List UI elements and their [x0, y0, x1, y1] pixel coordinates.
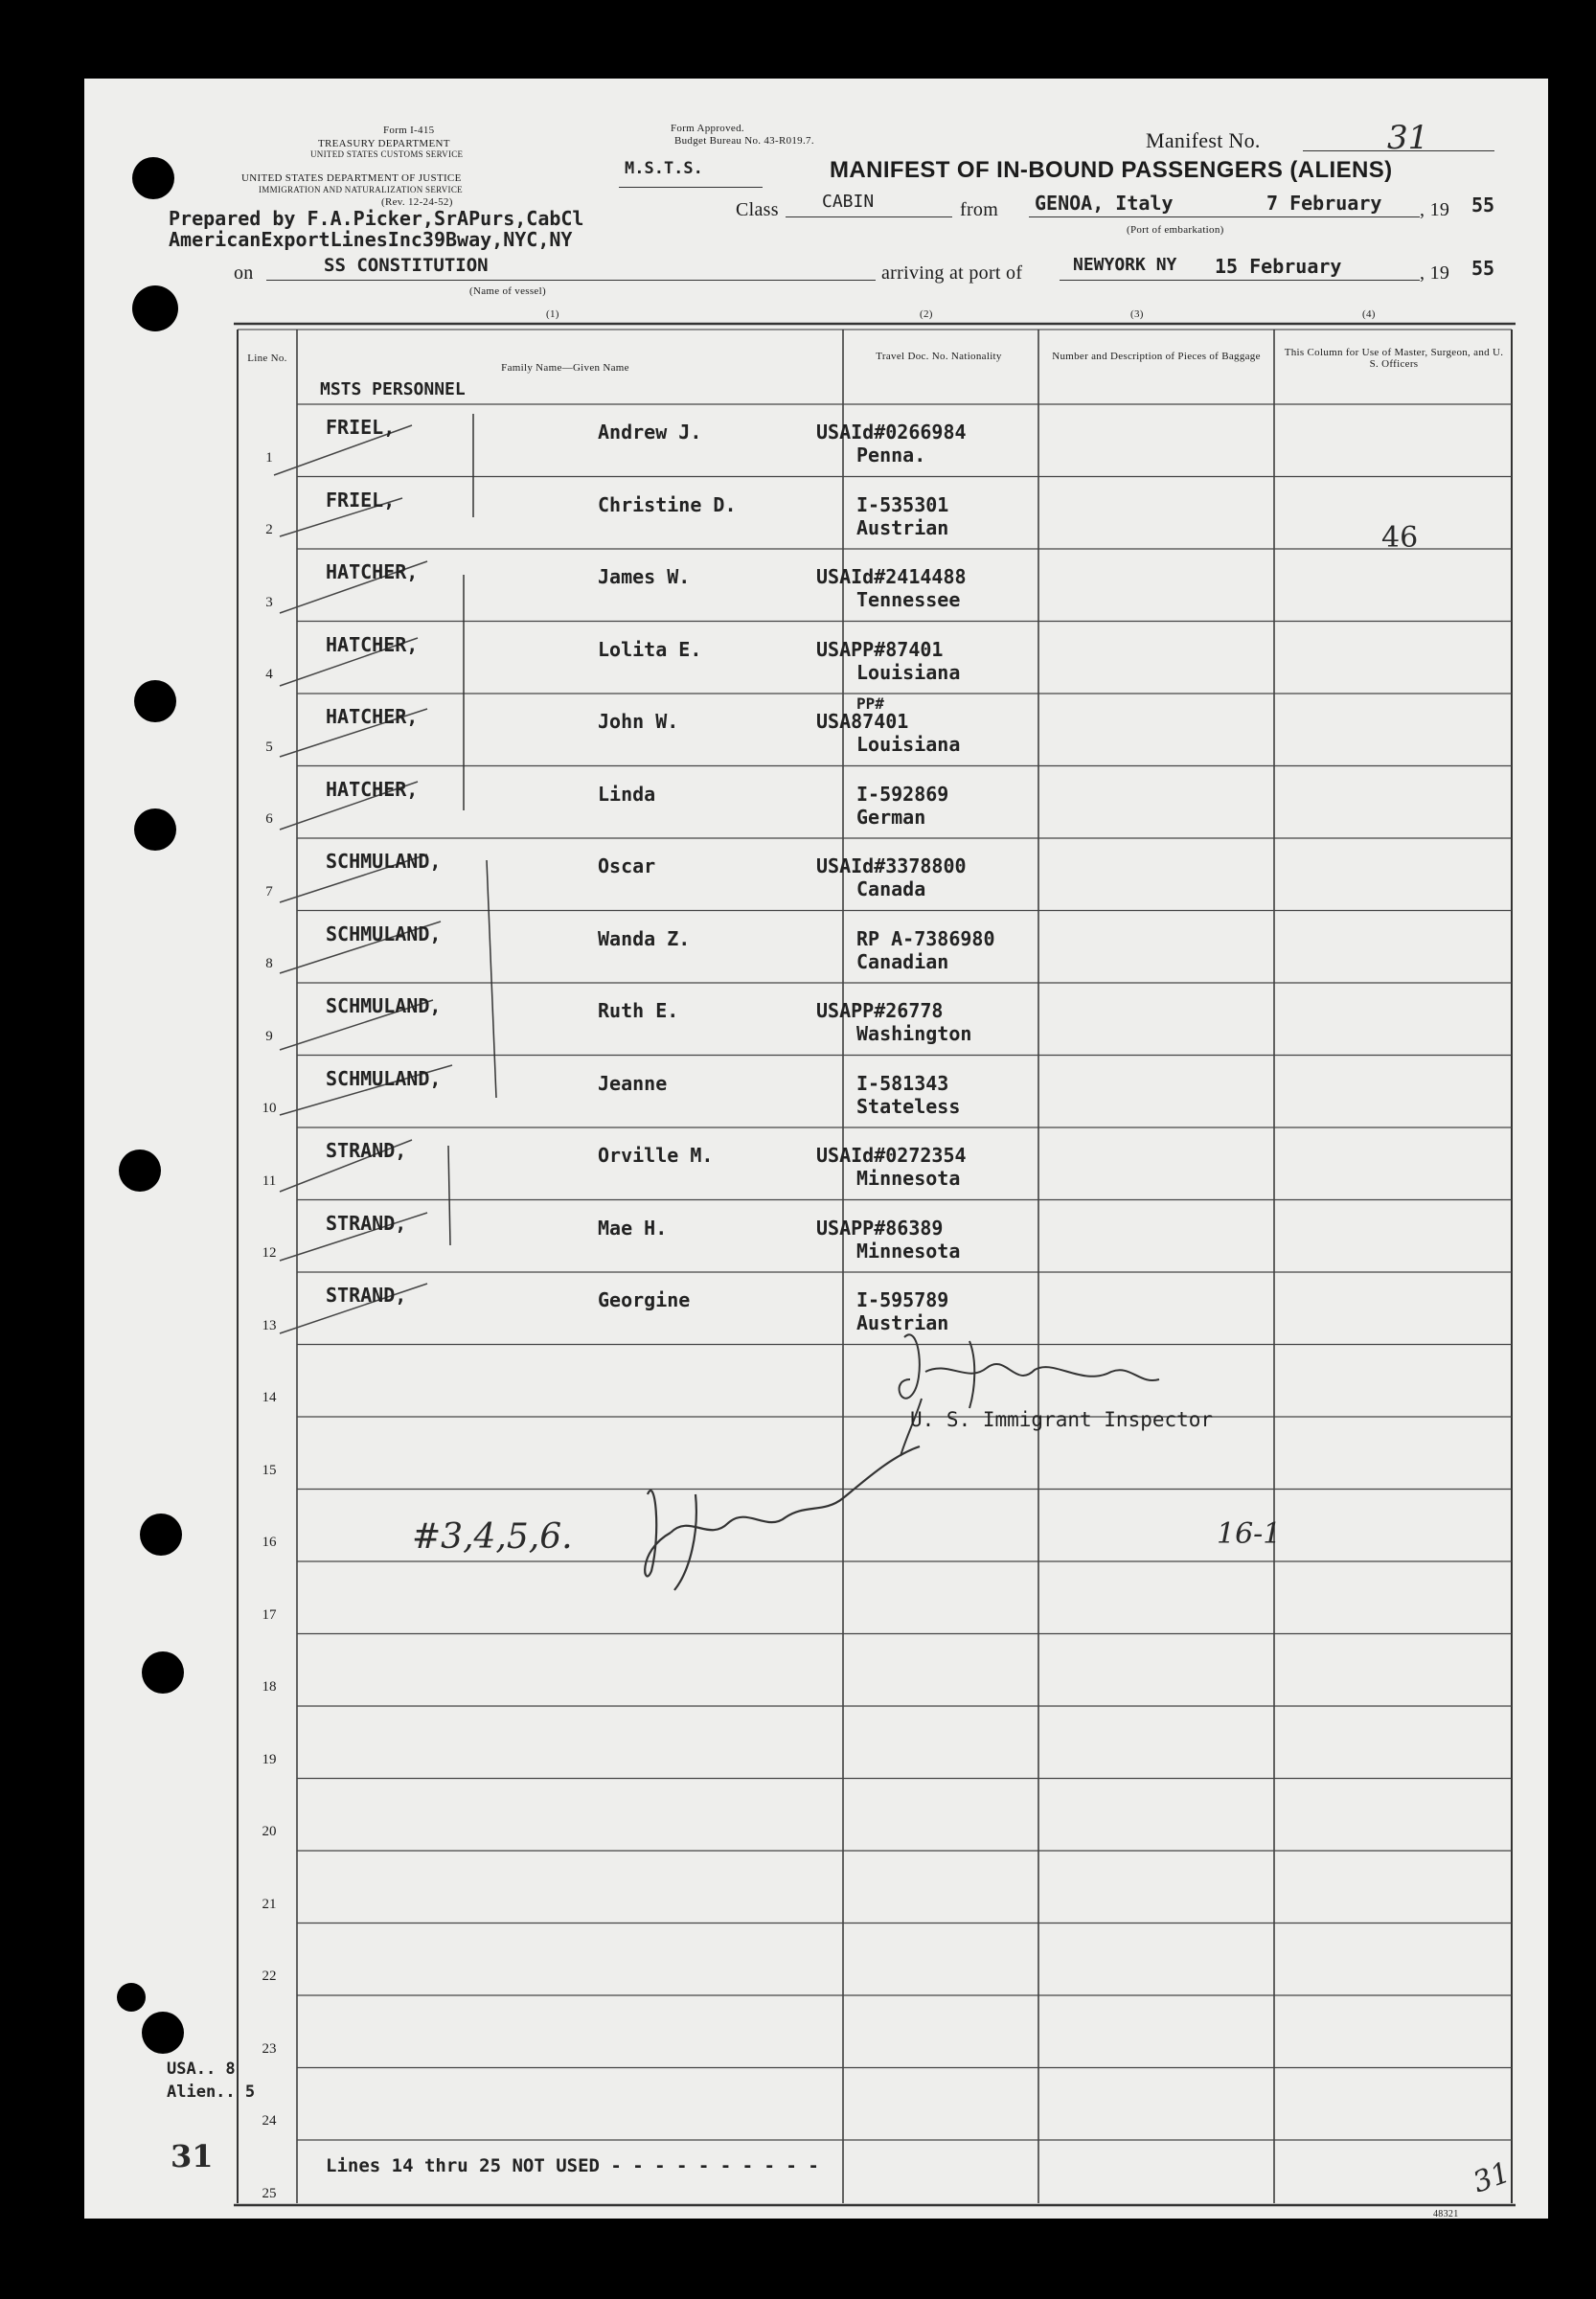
header-baggage: Number and Description of Pieces of Baggage	[1052, 351, 1261, 362]
line-number: 17	[262, 1606, 277, 1623]
travel-doc-no: I-581343	[856, 1071, 949, 1095]
family-name: STRAND,	[326, 1139, 407, 1162]
nationality: German	[856, 805, 926, 829]
line-number: 7	[265, 883, 273, 899]
inspector-title: U. S. Immigrant Inspector	[910, 1408, 1214, 1431]
line-number: 25	[262, 2185, 277, 2201]
embark-year: 55	[1471, 193, 1495, 216]
vessel-name: SS CONSTITUTION	[324, 255, 489, 276]
family-name: HATCHER,	[326, 632, 419, 656]
dept-customs: UNITED STATES CUSTOMS SERVICE	[310, 149, 464, 159]
travel-doc-no: I-535301	[856, 492, 949, 516]
header-travel-doc: Travel Doc. No. Nationality	[876, 351, 1002, 362]
line-number: 6	[265, 811, 273, 827]
given-name: Mae H.	[598, 1216, 668, 1240]
line-number: 15	[262, 1462, 277, 1478]
travel-doc-no: USAPP#86389	[816, 1216, 944, 1240]
line-number: 18	[262, 1679, 277, 1695]
travel-doc-no: USAPP#26778	[816, 999, 944, 1022]
budget-bureau: Budget Bureau No. 43-R019.7.	[674, 135, 814, 147]
nationality: Tennessee	[856, 588, 961, 611]
msts-label: M.S.T.S.	[625, 159, 703, 178]
given-name: Christine D.	[598, 492, 737, 516]
dept-treasury: TREASURY DEPARTMENT	[318, 138, 450, 149]
given-name: James W.	[598, 565, 691, 588]
arriving-label: arriving at port of	[881, 262, 1023, 284]
handwritten-count: 16-1	[1217, 1517, 1282, 1551]
dept-justice: UNITED STATES DEPARTMENT OF JUSTICE	[241, 172, 462, 184]
total-alien: Alien.. 5	[167, 2083, 256, 2102]
embark-date: 7 February	[1266, 192, 1382, 215]
prepared-by-address: AmericanExportLinesInc39Bway,NYC,NY	[169, 228, 573, 251]
line-number: 21	[262, 1896, 277, 1912]
form-approved: Form Approved.	[671, 123, 744, 134]
travel-doc-no: USAId#0272354	[816, 1144, 967, 1167]
line-number: 2	[265, 522, 273, 537]
given-name: Georgine	[598, 1288, 691, 1311]
given-name: Andrew J.	[598, 421, 702, 444]
passport-note: PP#	[856, 694, 884, 713]
line-number: 14	[262, 1390, 277, 1405]
family-name: STRAND,	[326, 1284, 407, 1307]
port-embarkation: GENOA, Italy	[1035, 192, 1174, 215]
print-code: 48321	[1433, 2209, 1459, 2219]
line-number: 12	[262, 1245, 277, 1261]
line-number: 19	[262, 1751, 277, 1767]
family-name: SCHMULAND,	[326, 850, 442, 873]
given-name: Ruth E.	[598, 999, 679, 1022]
revision-note: (Rev. 12-24-52)	[381, 196, 453, 208]
travel-doc-no: USA87401	[816, 710, 909, 733]
nationality: Austrian	[856, 1311, 949, 1334]
line-number: 11	[262, 1172, 277, 1189]
clerk-signature	[645, 1446, 920, 1590]
line-number: 24	[262, 2113, 277, 2128]
column-number-2: (2)	[920, 308, 933, 320]
family-name: SCHMULAND,	[326, 922, 442, 945]
column-number-1: (1)	[546, 308, 559, 320]
class-value: CABIN	[822, 192, 875, 212]
given-name: Lolita E.	[598, 637, 702, 661]
family-name: SCHMULAND,	[326, 1066, 442, 1090]
port-embark-caption: (Port of embarkation)	[1127, 224, 1224, 236]
manifest-no-label: Manifest No.	[1146, 128, 1261, 152]
travel-doc-no: USAId#2414488	[816, 565, 967, 588]
total-usa: USA.. 8	[167, 2060, 236, 2079]
family-name: SCHMULAND,	[326, 994, 442, 1017]
header-family-name: Family Name—Given Name	[501, 362, 629, 374]
given-name: John W.	[598, 710, 679, 733]
family-name: HATCHER,	[326, 777, 419, 801]
line-number: 23	[262, 2040, 277, 2057]
header-line-no: Line No.	[247, 353, 287, 364]
family-name: FRIEL,	[326, 488, 396, 512]
family-name: HATCHER,	[326, 560, 419, 583]
vessel-caption: (Name of vessel)	[469, 285, 546, 297]
officer-mark: 46	[1381, 521, 1419, 555]
prepared-by: Prepared by F.A.Picker,SrAPurs,CabCl	[169, 207, 584, 230]
line-number: 10	[262, 1101, 277, 1116]
nationality: Minnesota	[856, 1167, 961, 1190]
embark-year-prefix: , 19	[1420, 199, 1450, 220]
travel-doc-no: RP A-7386980	[856, 926, 995, 950]
manifest-no-value: 31	[1387, 119, 1429, 157]
travel-doc-no: I-595789	[856, 1288, 949, 1311]
travel-doc-no: USAId#3378800	[816, 854, 967, 877]
from-label: from	[960, 199, 999, 220]
page-number-left: 31	[171, 2138, 214, 2174]
line-number: 1	[265, 449, 273, 466]
group-label: MSTS PERSONNEL	[320, 379, 466, 399]
arrival-year: 55	[1471, 257, 1495, 280]
line-number: 20	[262, 1824, 277, 1839]
given-name: Wanda Z.	[598, 926, 691, 950]
on-label: on	[234, 262, 254, 284]
inspector-signature	[900, 1334, 1159, 1456]
column-number-4: (4)	[1362, 308, 1376, 320]
column-number-3: (3)	[1130, 308, 1144, 320]
given-name: Oscar	[598, 854, 656, 877]
header-officers-use: This Column for Use of Master, Surgeon, and U. S. Officers	[1284, 347, 1504, 370]
travel-doc-no: USAId#0266984	[816, 421, 967, 444]
nationality: Penna.	[856, 444, 926, 467]
line-number: 4	[265, 667, 273, 682]
arrival-year-prefix: , 19	[1420, 262, 1450, 284]
page-number-right: 31	[1469, 2155, 1516, 2200]
given-name: Orville M.	[598, 1144, 714, 1167]
class-label: Class	[736, 199, 779, 220]
nationality: Canadian	[856, 949, 949, 973]
form-title: MANIFEST OF IN-BOUND PASSENGERS (ALIENS)	[830, 157, 1393, 183]
form-number: Form I-415	[383, 125, 435, 136]
dept-ins: IMMIGRATION AND NATURALIZATION SERVICE	[259, 185, 463, 194]
nationality: Washington	[856, 1022, 972, 1045]
not-used-note: Lines 14 thru 25 NOT USED - - - - - - - - - -	[326, 2155, 819, 2176]
given-name: Jeanne	[598, 1071, 668, 1095]
arrival-date: 15 February	[1215, 255, 1342, 278]
line-number: 13	[262, 1317, 277, 1333]
family-name: STRAND,	[326, 1211, 407, 1235]
nationality: Louisiana	[856, 660, 961, 684]
line-number: 3	[265, 594, 273, 610]
line-number: 9	[265, 1028, 273, 1044]
line-number: 8	[265, 956, 273, 971]
handwritten-line-numbers: #3,4,5,6.	[412, 1517, 573, 1557]
line-number: 5	[265, 739, 273, 755]
family-name: FRIEL,	[326, 416, 396, 439]
nationality: Canada	[856, 877, 926, 900]
nationality: Stateless	[856, 1094, 961, 1118]
nationality: Minnesota	[856, 1239, 961, 1263]
arrival-port: NEWYORK NY	[1073, 255, 1177, 275]
travel-doc-no: I-592869	[856, 782, 949, 806]
travel-doc-no: USAPP#87401	[816, 637, 944, 661]
family-name: HATCHER,	[326, 705, 419, 728]
line-number: 16	[262, 1535, 277, 1550]
given-name: Linda	[598, 782, 656, 806]
nationality: Austrian	[856, 515, 949, 539]
line-number: 22	[262, 1969, 277, 1984]
nationality: Louisiana	[856, 733, 961, 756]
